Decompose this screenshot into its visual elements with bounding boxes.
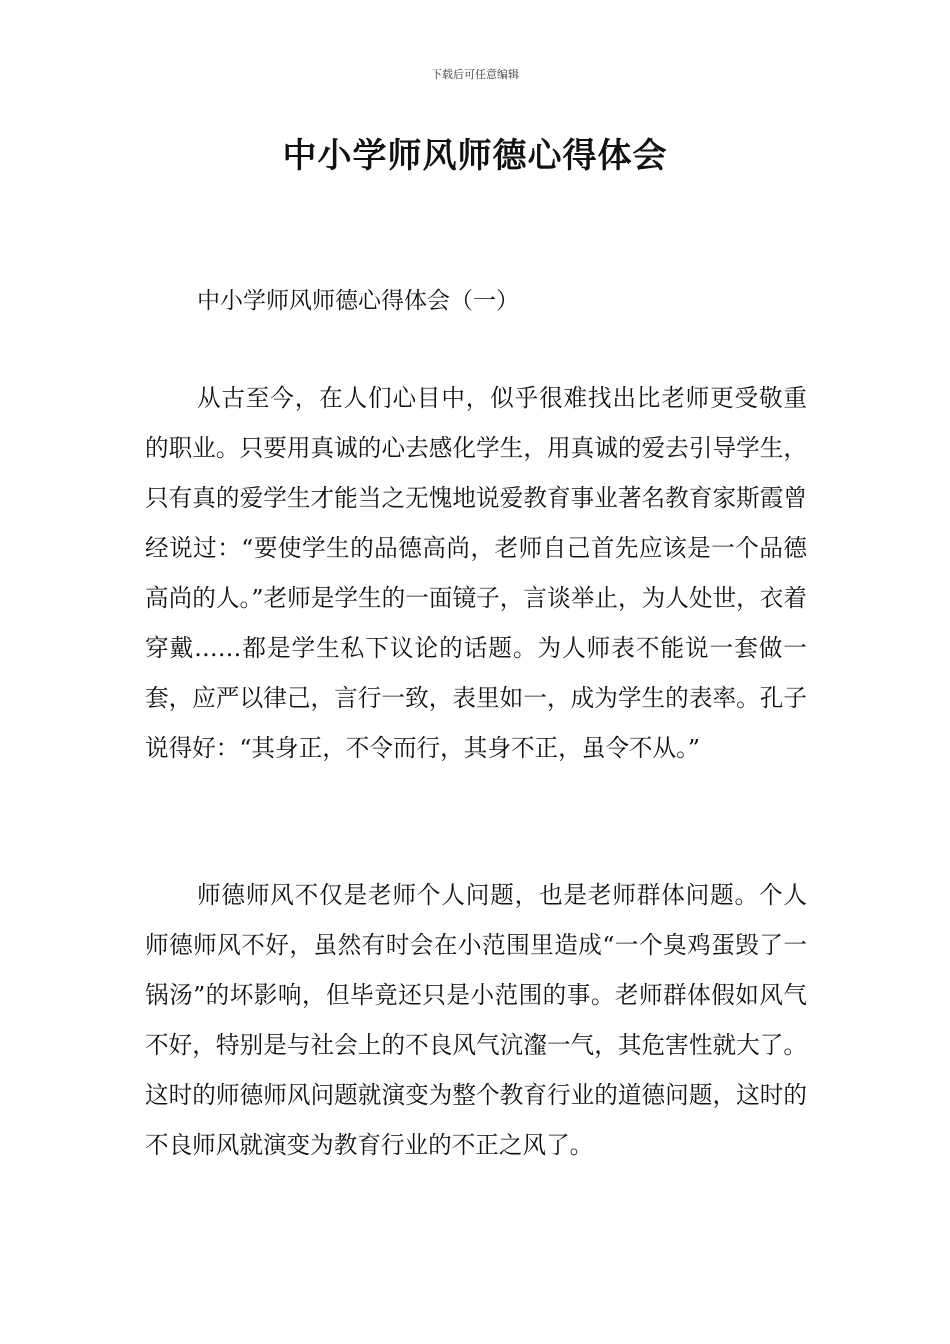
paragraph-1: 从古至今，在人们心目中，似乎很难找出比老师更受敬重的职业。只要用真诚的心去感化学生，用真诚的爱去引导学生，只有真的爱学生才能当之无愧地说爱教育事业著名教育家斯霞曾经说过：“要使学生的品德高尚，老师自己首先应该是一个品德高尚的人。”老师是学生的一面镜子，言谈举止，为人处世，衣着穿戴……都是学生私下议论的话题。为人师表不能说一套做一套，应严以律己，言行一致，表里如一，成为学生的表率。孔子说得好：“其身正，不令而行，其身不正，虽令不从。”	[145, 384, 807, 762]
section-heading: 中小学师风师德心得体会（一）	[197, 288, 519, 314]
header-note: 下载后可任意编辑	[431, 68, 519, 81]
paragraph-2: 师德师风不仅是老师个人问题，也是老师群体问题。个人师德师风不好，虽然有时会在小范围里造成“一个臭鸡蛋毁了一锅汤”的坏影响，但毕竟还只是小范围的事。老师群体假如风气不好，特别是与社会上的不良风气沆瀣一气，其危害性就大了。这时的师德师风问题就演变为整个教育行业的道德问题，这时的不良师风就演变为教育行业的不正之风了。	[145, 881, 807, 1159]
document-title: 中小学师风师德心得体会	[282, 136, 668, 176]
